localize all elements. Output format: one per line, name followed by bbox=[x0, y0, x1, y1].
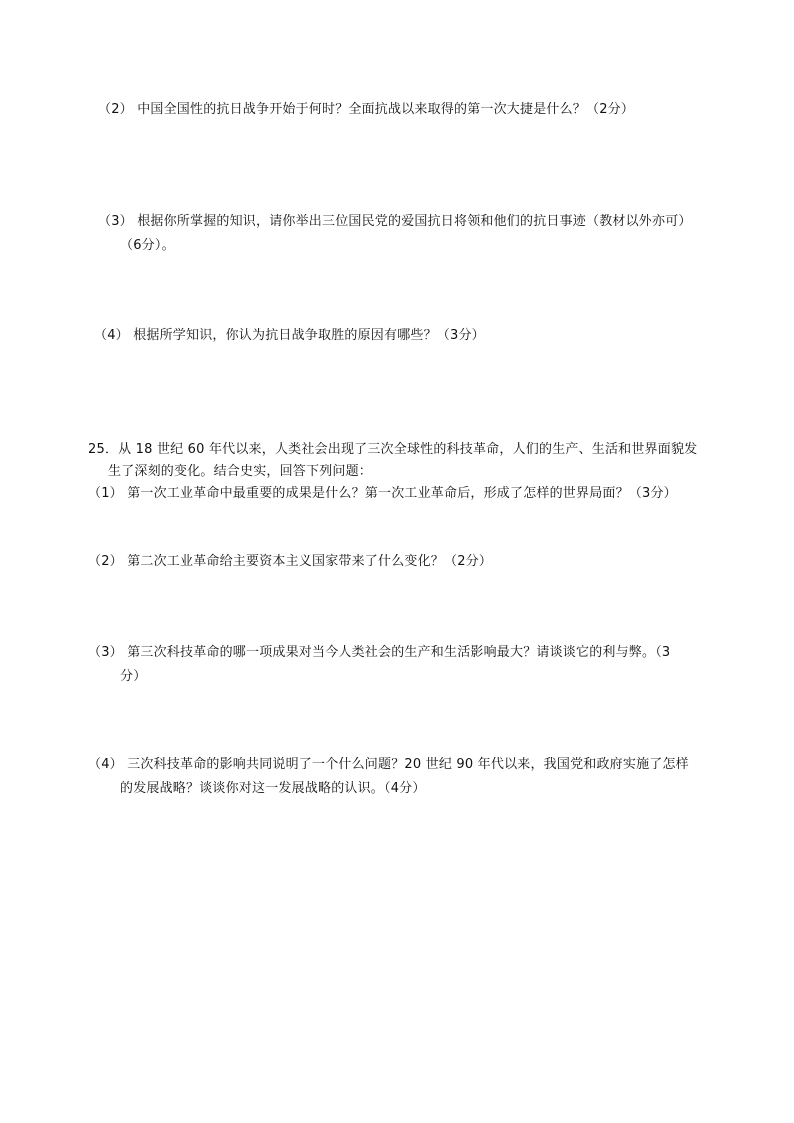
q25-part4-line1: （4） 三次科技革命的影响共同说明了一个什么问题？20 世纪 90 年代以来，我国党和政府实施了怎样 bbox=[88, 757, 689, 772]
q24-part2: （2） 中国全国性的抗日战争开始于何时？全面抗战以来取得的第一次大捷是什么？（2分） bbox=[98, 102, 635, 117]
q24-part4: （4） 根据所学知识，你认为抗日战争取胜的原因有哪些？（3分） bbox=[94, 328, 485, 343]
q25-part3-line1: （3） 第三次科技革命的哪一项成果对当今人类社会的生产和生活影响最大？请谈谈它的利与弊。（3 bbox=[88, 645, 671, 660]
q25-part1: （1） 第一次工业革命中最重要的成果是什么？第一次工业革命后，形成了怎样的世界局面？（3分） bbox=[88, 486, 677, 501]
q25-part2: （2） 第二次工业革命给主要资本主义国家带来了什么变化？（2分） bbox=[88, 554, 493, 569]
q25-intro-line2: 生了深刻的变化。结合史实，回答下列问题： bbox=[108, 464, 373, 479]
q25-part3-line2: 分） bbox=[120, 669, 147, 684]
q24-part3-line2: （6分）。 bbox=[120, 238, 175, 253]
q25-intro-line1: 25．从 18 世纪 60 年代以来，人类社会出现了三次全球性的科技革命，人们的生产、生活和世界面貌发 bbox=[88, 442, 698, 457]
q24-part3-line1: （3） 根据你所掌握的知识，请你举出三位国民党的爱国抗日将领和他们的抗日事迹（教材以外亦可） bbox=[98, 214, 692, 229]
q25-part4-line2: 的发展战略？谈谈你对这一发展战略的认识。（4分） bbox=[120, 781, 426, 796]
